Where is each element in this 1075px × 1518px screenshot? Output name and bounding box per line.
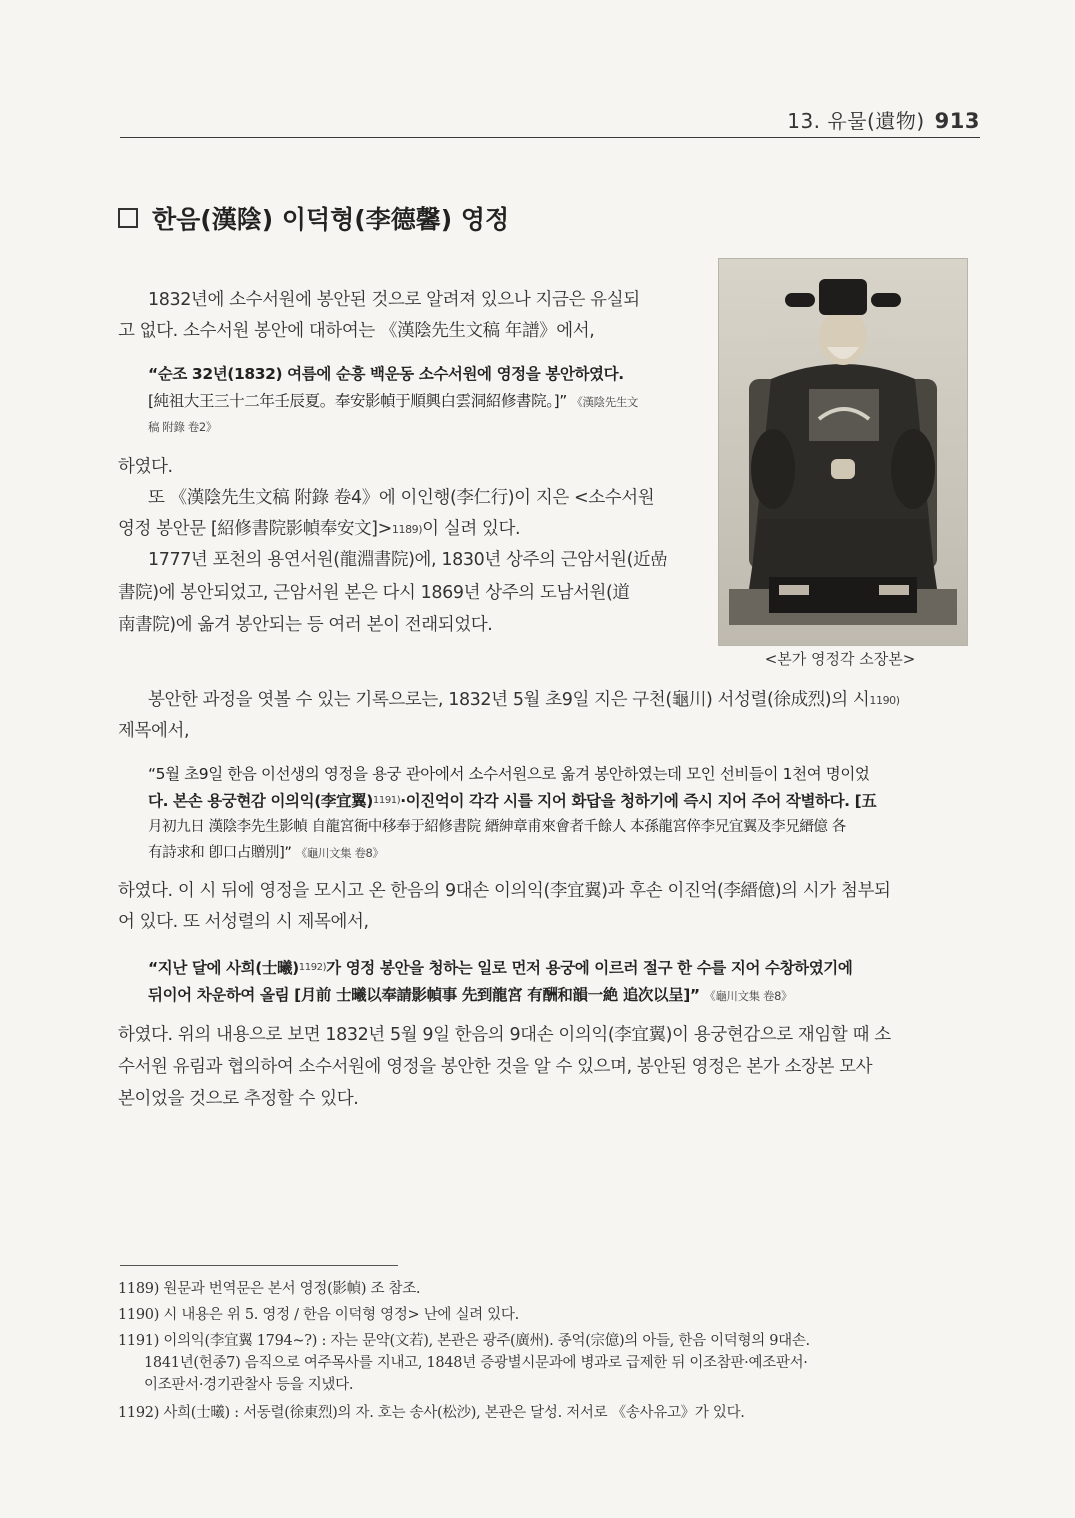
header-text <box>787 105 980 134</box>
section-title-text: 한음(漢陰) 이덕형(李德馨) 영정 <box>152 205 510 234</box>
quote3-line1b: 가 영정 봉안을 청하는 일로 먼저 용궁에 이르러 절구 한 수를 지어 수창하였기에 <box>326 959 853 977</box>
para3-line2 <box>118 514 520 545</box>
footnote-ref-1191: 1191) <box>372 795 401 806</box>
quote1-source-a: 《漢陰先生文 <box>571 395 639 409</box>
portrait-image <box>718 258 968 646</box>
quote3-line1a: “지난 달에 사희(士曦) <box>148 959 299 977</box>
quote2-line2a: 다. 본손 용궁현감 이의익(李宜翼) <box>148 792 373 810</box>
para1-line2: 고 없다. 소수서원 봉안에 대하여는 《漢陰先生文稿 年譜》에서, <box>118 321 595 341</box>
para3-line2a: 영정 봉안문 [紹修書院影幀奉安文]> <box>118 519 392 539</box>
quote3-line2-text: 뒤이어 차운하여 올림 [月前 士曦以奉請影幀事 先到龍宮 有酬和韻一絶 追次以呈]” <box>148 986 700 1004</box>
quote1-ko: “순조 32년(1832) 여름에 순흥 백운동 소수서원에 영정을 봉안하였다. <box>148 365 624 383</box>
running-header <box>120 110 980 138</box>
quote1-source-b: 稿 附錄 卷2》 <box>148 420 217 434</box>
footnote-1192: 1192) 사희(士曦) : 서동렬(徐東烈)의 자. 호는 송사(松沙), 본관은 달성. 저서로 《송사유고》가 있다. <box>118 1405 745 1421</box>
footnote-rule <box>120 1265 398 1266</box>
quote1-line2 <box>148 389 638 414</box>
footnote-1191-line2: 1841년(헌종7) 음직으로 여주목사를 지내고, 1848년 증광별시문과에 병과로 급제한 뒤 이조참판·예조판서· <box>144 1355 808 1371</box>
quote2-line2b: ·이진억이 각각 시를 지어 화답을 청하기에 즉시 지어 주어 작별하다. [五 <box>400 792 877 810</box>
para7-line3: 본이었을 것으로 추정할 수 있다. <box>118 1089 359 1109</box>
quote3-source: 《龜川文集 卷8》 <box>704 989 793 1003</box>
quote1-hanja: [純祖大王三十二年壬辰夏。奉安影幀于順興白雲洞紹修書院。]” <box>148 392 567 410</box>
quote2-line1: “5월 초9일 한음 이선생의 영정을 용궁 관아에서 소수서원으로 옮겨 봉안하였는데 모인 선비들이 1천여 명이었 <box>148 765 870 783</box>
para5-line1 <box>148 685 900 716</box>
portrait-caption: <본가 영정각 소장본> <box>764 650 916 668</box>
para5-line2: 제목에서, <box>118 721 190 741</box>
para1-line1: 1832년에 소수서원에 봉안된 것으로 알려져 있으나 지금은 유실되 <box>148 290 640 310</box>
page-number: 913 <box>934 109 980 133</box>
footnote-ref-1192: 1192) <box>298 962 327 973</box>
para7-line1: 하였다. 위의 내용으로 보면 1832년 5월 9일 한음의 9대손 이의익(李宜翼)이 용궁현감으로 재임할 때 소 <box>118 1025 891 1045</box>
quote2-line4-text: 有詩求和 卽口占贈別]” <box>148 845 292 861</box>
para4-line3: 南書院)에 옮겨 봉안되는 등 여러 본이 전래되었다. <box>118 615 493 635</box>
footnote-1190: 1190) 시 내용은 위 5. 영정 / 한음 이덕형 영정> 난에 실려 있다. <box>118 1307 519 1323</box>
para6-line2: 어 있다. 또 서성렬의 시 제목에서, <box>118 912 369 932</box>
quote3-line1 <box>148 956 852 980</box>
para4-line2: 書院)에 봉안되었고, 근암서원 본은 다시 1869년 상주의 도남서원(道 <box>118 583 630 603</box>
header-rule <box>120 137 980 139</box>
footnote-1191-line1: 1191) 이의익(李宜翼 1794~?) : 자는 문약(文若), 본관은 광주(廣州). 종억(宗億)의 아들, 한음 이덕형의 9대손. <box>118 1333 810 1349</box>
para7-line2: 수서원 유림과 협의하여 소수서원에 영정을 봉안한 것을 알 수 있으며, 봉안된 영정은 본가 소장본 모사 <box>118 1057 873 1077</box>
footnote-ref-1189: 1189) <box>391 523 423 536</box>
quote2-line2 <box>148 789 876 813</box>
footnote-1191-line3: 이조판서·경기관찰사 등을 지냈다. <box>144 1377 354 1393</box>
footnote-1191 <box>118 1330 810 1396</box>
quote2-line3: 月初九日 漢陰李先生影幀 自龍宮衙中移奉于紹修書院 縉紳章甫來會者千餘人 本孫龍宮倅李兄宜翼及李兄縉億 各 <box>148 819 846 835</box>
footnote-ref-1190: 1190) <box>869 694 900 707</box>
quote1-line1 <box>148 362 624 386</box>
section-title <box>118 200 509 236</box>
para3-line1: 또 《漢陰先生文稿 附錄 卷4》에 이인행(李仁行)이 지은 <소수서원 <box>148 488 655 508</box>
para3-line2b: 이 실려 있다. <box>422 519 521 539</box>
para6-line1: 하였다. 이 시 뒤에 영정을 모시고 온 한음의 9대손 이의익(李宜翼)과 후손 이진억(李縉億)의 시가 첨부되 <box>118 881 891 901</box>
para2: 하였다. <box>118 457 173 477</box>
quote2-source: 《龜川文集 卷8》 <box>295 846 384 860</box>
para4-line1: 1777년 포천의 용연서원(龍淵書院)에, 1830년 상주의 근암서원(近嵒 <box>148 550 668 570</box>
para5-line1a: 봉안한 과정을 엿볼 수 있는 기록으로는, 1832년 5월 초9일 지은 구천(龜川) 서성렬(徐成烈)의 시 <box>148 690 870 710</box>
checkbox-square-icon <box>118 208 138 228</box>
quote2-line4 <box>148 841 384 865</box>
portrait-drawing <box>719 259 967 645</box>
quote3-line2 <box>148 983 792 1008</box>
chapter-title: 13. 유물(遺物) <box>787 109 925 133</box>
footnote-1189: 1189) 원문과 번역문은 본서 영정(影幀) 조 참조. <box>118 1281 421 1297</box>
